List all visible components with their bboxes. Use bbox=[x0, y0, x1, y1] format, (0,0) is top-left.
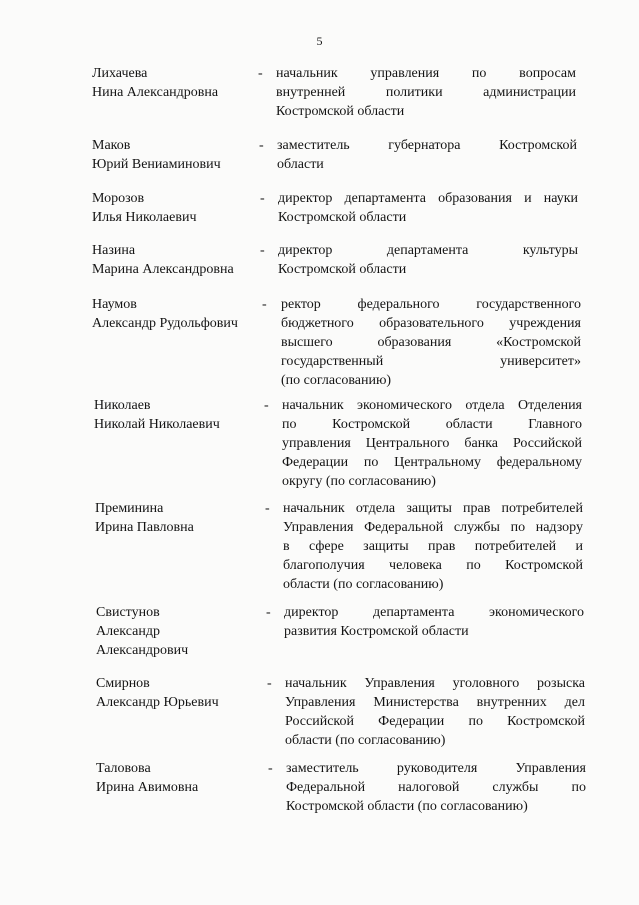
position-line: директор департамента экономического bbox=[284, 605, 584, 620]
dash-separator: - bbox=[267, 676, 272, 691]
name-line: Александр Юрьевич bbox=[96, 695, 219, 710]
dash-separator: - bbox=[260, 243, 265, 258]
name-line: Николаев bbox=[94, 398, 151, 413]
person-name bbox=[92, 295, 238, 333]
position-line: области (по согласованию) bbox=[285, 733, 446, 748]
name-line: Назина bbox=[92, 243, 136, 258]
position-line: управления Центрального банка Российской bbox=[282, 436, 582, 451]
position-line: начальник отдела защиты прав потребителей bbox=[283, 501, 583, 516]
position-line: развития Костромской области bbox=[284, 624, 469, 639]
position-line: ректор федерального государственного bbox=[281, 297, 581, 312]
person-name bbox=[92, 64, 218, 102]
dash-separator: - bbox=[260, 191, 265, 206]
person-position bbox=[285, 674, 585, 750]
name-line: Ирина Авимовна bbox=[96, 780, 199, 795]
position-line: области bbox=[277, 157, 324, 172]
dash-separator: - bbox=[266, 605, 271, 620]
position-line: по Костромской области Главного bbox=[282, 417, 582, 432]
person-position bbox=[278, 189, 578, 227]
name-line: Юрий Вениаминович bbox=[92, 157, 221, 172]
person-position bbox=[282, 396, 582, 491]
position-line: начальник экономического отдела Отделения bbox=[282, 398, 582, 413]
person-position bbox=[278, 241, 578, 279]
position-line: области (по согласованию) bbox=[283, 577, 444, 592]
name-line: Маков bbox=[92, 138, 131, 153]
dash-separator: - bbox=[258, 66, 263, 81]
position-line: Управления Федеральной службы по надзору bbox=[283, 520, 583, 535]
position-line: Управления Министерства внутренних дел bbox=[285, 695, 585, 710]
name-line: Лихачева bbox=[92, 66, 148, 81]
position-line: начальник управления по вопросам bbox=[276, 66, 576, 81]
person-position bbox=[283, 499, 583, 594]
position-line: Костромской области (по согласованию) bbox=[286, 799, 528, 814]
name-line: Александрович bbox=[96, 643, 189, 658]
position-line: Российской Федерации по Костромской bbox=[285, 714, 585, 729]
person-position bbox=[286, 759, 586, 816]
person-name bbox=[92, 136, 221, 174]
position-line: директор департамента образования и науки bbox=[278, 191, 578, 206]
position-line: Костромской области bbox=[276, 104, 405, 119]
dash-separator: - bbox=[268, 761, 273, 776]
list-item bbox=[0, 759, 639, 879]
position-line: высшего образования «Костромской bbox=[281, 335, 581, 350]
position-line: заместитель губернатора Костромской bbox=[277, 138, 577, 153]
position-line: начальник Управления уголовного розыска bbox=[285, 676, 585, 691]
list-item bbox=[0, 499, 639, 619]
dash-separator: - bbox=[264, 398, 269, 413]
person-name bbox=[92, 189, 197, 227]
person-name bbox=[96, 759, 198, 797]
name-line: Ирина Павловна bbox=[95, 520, 194, 535]
position-line: (по согласованию) bbox=[281, 373, 392, 388]
name-line: Николай Николаевич bbox=[94, 417, 220, 432]
position-line: благополучия человека по Костромской bbox=[283, 558, 583, 573]
dash-separator: - bbox=[262, 297, 267, 312]
person-name bbox=[96, 603, 188, 660]
position-line: округу (по согласованию) bbox=[282, 474, 436, 489]
position-line: заместитель руководителя Управления bbox=[286, 761, 586, 776]
person-name bbox=[92, 241, 234, 279]
dash-separator: - bbox=[259, 138, 264, 153]
name-line: Смирнов bbox=[96, 676, 150, 691]
person-position bbox=[281, 295, 581, 390]
dash-separator: - bbox=[265, 501, 270, 516]
position-line: бюджетного образовательного учреждения bbox=[281, 316, 581, 331]
name-line: Илья Николаевич bbox=[92, 210, 197, 225]
name-line: Свистунов bbox=[96, 605, 160, 620]
name-line: Нина Александровна bbox=[92, 85, 219, 100]
page-number: 5 bbox=[316, 34, 323, 48]
name-line: Александр bbox=[96, 624, 160, 639]
name-line: Преминина bbox=[95, 501, 164, 516]
name-line: Таловова bbox=[96, 761, 151, 776]
name-line: Морозов bbox=[92, 191, 145, 206]
name-line: Марина Александровна bbox=[92, 262, 234, 277]
person-name bbox=[94, 396, 220, 434]
position-line: Федерации по Центральному федеральному bbox=[282, 455, 582, 470]
position-line: Костромской области bbox=[278, 262, 407, 277]
position-line: в сфере защиты прав потребителей и bbox=[283, 539, 583, 554]
person-position bbox=[276, 64, 576, 121]
list-item bbox=[0, 396, 639, 516]
name-line: Александр Рудольфович bbox=[92, 316, 238, 331]
position-line: государственный университет» bbox=[281, 354, 581, 369]
person-position bbox=[284, 603, 584, 641]
person-position bbox=[277, 136, 577, 174]
position-line: Костромской области bbox=[278, 210, 407, 225]
position-line: внутренней политики администрации bbox=[276, 85, 576, 100]
person-name bbox=[96, 674, 219, 712]
name-line: Наумов bbox=[92, 297, 137, 312]
position-line: директор департамента культуры bbox=[278, 243, 578, 258]
position-line: Федеральной налоговой службы по bbox=[286, 780, 586, 795]
person-name bbox=[95, 499, 194, 537]
